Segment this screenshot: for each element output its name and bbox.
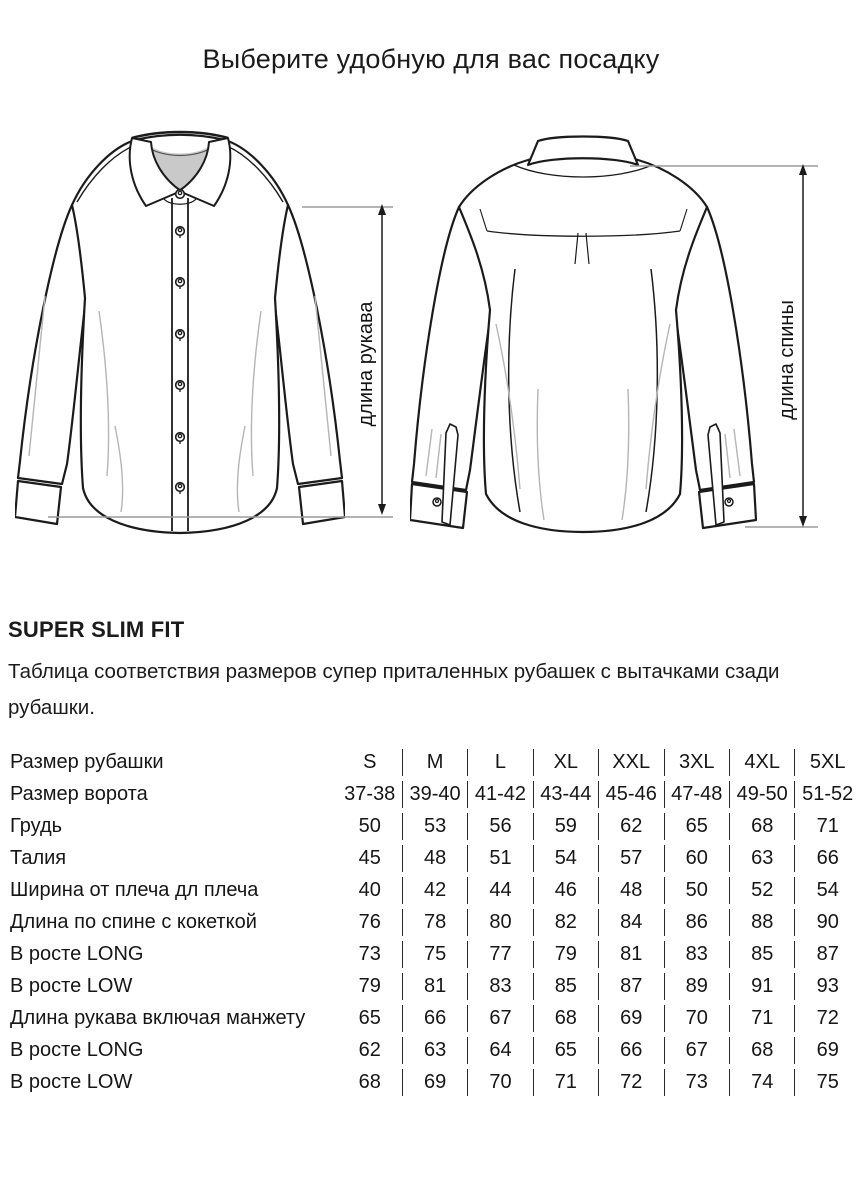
table-row <box>8 845 860 872</box>
cell-value: 48 <box>402 845 467 872</box>
cell-value: 70 <box>467 1069 532 1096</box>
cell-value: 42 <box>402 877 467 904</box>
cell-value: 66 <box>598 1037 664 1064</box>
cell-value: 3XL <box>664 749 729 776</box>
cell-value: 76 <box>358 911 381 933</box>
cell-value: 85 <box>729 941 794 968</box>
cell-value: 72 <box>598 1069 664 1096</box>
shirt-back-drawing <box>410 134 762 564</box>
cell-value: 50 <box>664 877 729 904</box>
table-row <box>8 941 860 968</box>
cell-value: 84 <box>598 909 664 936</box>
cell-value: 89 <box>664 973 729 1000</box>
row-label: Длина рукава включая манжету <box>10 1007 306 1029</box>
cell-value: 87 <box>794 941 860 968</box>
cell-value: 86 <box>664 909 729 936</box>
sleeve-length-label: длина рукава <box>355 301 377 427</box>
table-row <box>8 973 860 1000</box>
cell-value: 4XL <box>729 749 794 776</box>
row-label: Грудь <box>10 815 63 837</box>
cell-value: 93 <box>794 973 860 1000</box>
cell-value: 88 <box>729 909 794 936</box>
cell-value: 67 <box>467 1005 532 1032</box>
cell-value: 47-48 <box>664 781 729 808</box>
cell-value: 54 <box>533 845 598 872</box>
cell-value: 71 <box>533 1069 598 1096</box>
row-label: Размер ворота <box>10 783 148 805</box>
cell-value: 46 <box>533 877 598 904</box>
cell-value: 82 <box>533 909 598 936</box>
cell-value: 72 <box>794 1005 860 1032</box>
cell-value: 48 <box>598 877 664 904</box>
row-label: В росте LONG <box>10 1039 144 1061</box>
cell-value: 78 <box>402 909 467 936</box>
cell-value: 75 <box>794 1069 860 1096</box>
cell-value: XXL <box>598 749 664 776</box>
cell-value: 83 <box>664 941 729 968</box>
cell-value: 70 <box>664 1005 729 1032</box>
cell-value: 67 <box>664 1037 729 1064</box>
size-table-body <box>8 749 860 1096</box>
cell-value: 37-38 <box>344 783 396 805</box>
table-row <box>8 909 860 936</box>
row-label: В росте LONG <box>10 943 144 965</box>
cell-value: 85 <box>533 973 598 1000</box>
cell-value: 71 <box>729 1005 794 1032</box>
row-label: В росте LOW <box>10 975 133 997</box>
size-table <box>8 744 860 1101</box>
cell-value: 81 <box>598 941 664 968</box>
cell-value: 51 <box>467 845 532 872</box>
cell-value: 71 <box>794 813 860 840</box>
table-row <box>8 813 860 840</box>
page-title: Выберите удобную для вас посадку <box>202 44 660 74</box>
back-length-label: длина спины <box>776 300 798 420</box>
cell-value: 91 <box>729 973 794 1000</box>
cell-value: 68 <box>533 1005 598 1032</box>
cell-value: 68 <box>729 813 794 840</box>
cell-value: 60 <box>664 845 729 872</box>
cell-value: 62 <box>358 1039 381 1061</box>
cell-value: 53 <box>402 813 467 840</box>
cell-value: 57 <box>598 845 664 872</box>
cell-value: 75 <box>402 941 467 968</box>
cell-value: 63 <box>729 845 794 872</box>
cell-value: M <box>402 749 467 776</box>
cell-value: 41-42 <box>467 781 532 808</box>
cell-value: L <box>467 749 532 776</box>
cell-value: 51-52 <box>794 781 860 808</box>
cell-value: 69 <box>402 1069 467 1096</box>
row-label: Размер рубашки <box>10 751 164 773</box>
section-description: Таблица соответствия размеров супер приталенных рубашек с вытачками сзади рубашки. <box>8 660 780 719</box>
cell-value: 56 <box>467 813 532 840</box>
cell-value: 80 <box>467 909 532 936</box>
table-row <box>8 749 860 776</box>
cell-value: 65 <box>664 813 729 840</box>
cell-value: 66 <box>402 1005 467 1032</box>
cell-value: 87 <box>598 973 664 1000</box>
cell-value: 73 <box>664 1069 729 1096</box>
cell-value: 45-46 <box>598 781 664 808</box>
cell-value: 83 <box>467 973 532 1000</box>
cell-value: 79 <box>533 941 598 968</box>
cell-value: 68 <box>729 1037 794 1064</box>
cell-value: 43-44 <box>533 781 598 808</box>
cell-value: 49-50 <box>729 781 794 808</box>
cell-value: 5XL <box>794 749 860 776</box>
cell-value: 68 <box>358 1071 381 1093</box>
row-label: В росте LOW <box>10 1071 133 1093</box>
cell-value: 50 <box>358 815 381 837</box>
cell-value: 39-40 <box>402 781 467 808</box>
section-heading: SUPER SLIM FIT <box>8 617 185 642</box>
table-row <box>8 1005 860 1032</box>
cell-value: 69 <box>598 1005 664 1032</box>
cell-value: 90 <box>794 909 860 936</box>
cell-value: 54 <box>794 877 860 904</box>
cell-value: 63 <box>402 1037 467 1064</box>
row-label: Ширина от плеча дл плеча <box>10 879 259 901</box>
cell-value: 79 <box>358 975 381 997</box>
row-label: Длина по спине с кокеткой <box>10 911 257 933</box>
cell-value: 45 <box>358 847 381 869</box>
cell-value: 73 <box>358 943 381 965</box>
cell-value: 64 <box>467 1037 532 1064</box>
cell-value: 40 <box>358 879 381 901</box>
cell-value: 66 <box>794 845 860 872</box>
row-label: Талия <box>10 847 67 869</box>
cell-value: XL <box>533 749 598 776</box>
table-row <box>8 877 860 904</box>
cell-value: 52 <box>729 877 794 904</box>
cell-value: 81 <box>402 973 467 1000</box>
cell-value: 65 <box>533 1037 598 1064</box>
back-body <box>459 154 707 532</box>
shirt-front-drawing <box>15 126 345 538</box>
table-row <box>8 1037 860 1064</box>
front-right-cuff <box>299 481 345 524</box>
cell-value: 74 <box>729 1069 794 1096</box>
cell-value: 59 <box>533 813 598 840</box>
table-row <box>8 781 860 808</box>
cell-value: S <box>363 751 377 773</box>
front-left-cuff <box>15 481 61 524</box>
cell-value: 77 <box>467 941 532 968</box>
cell-value: 69 <box>794 1037 860 1064</box>
cell-value: 65 <box>358 1007 381 1029</box>
cell-value: 62 <box>598 813 664 840</box>
cell-value: 44 <box>467 877 532 904</box>
table-row <box>8 1069 860 1096</box>
